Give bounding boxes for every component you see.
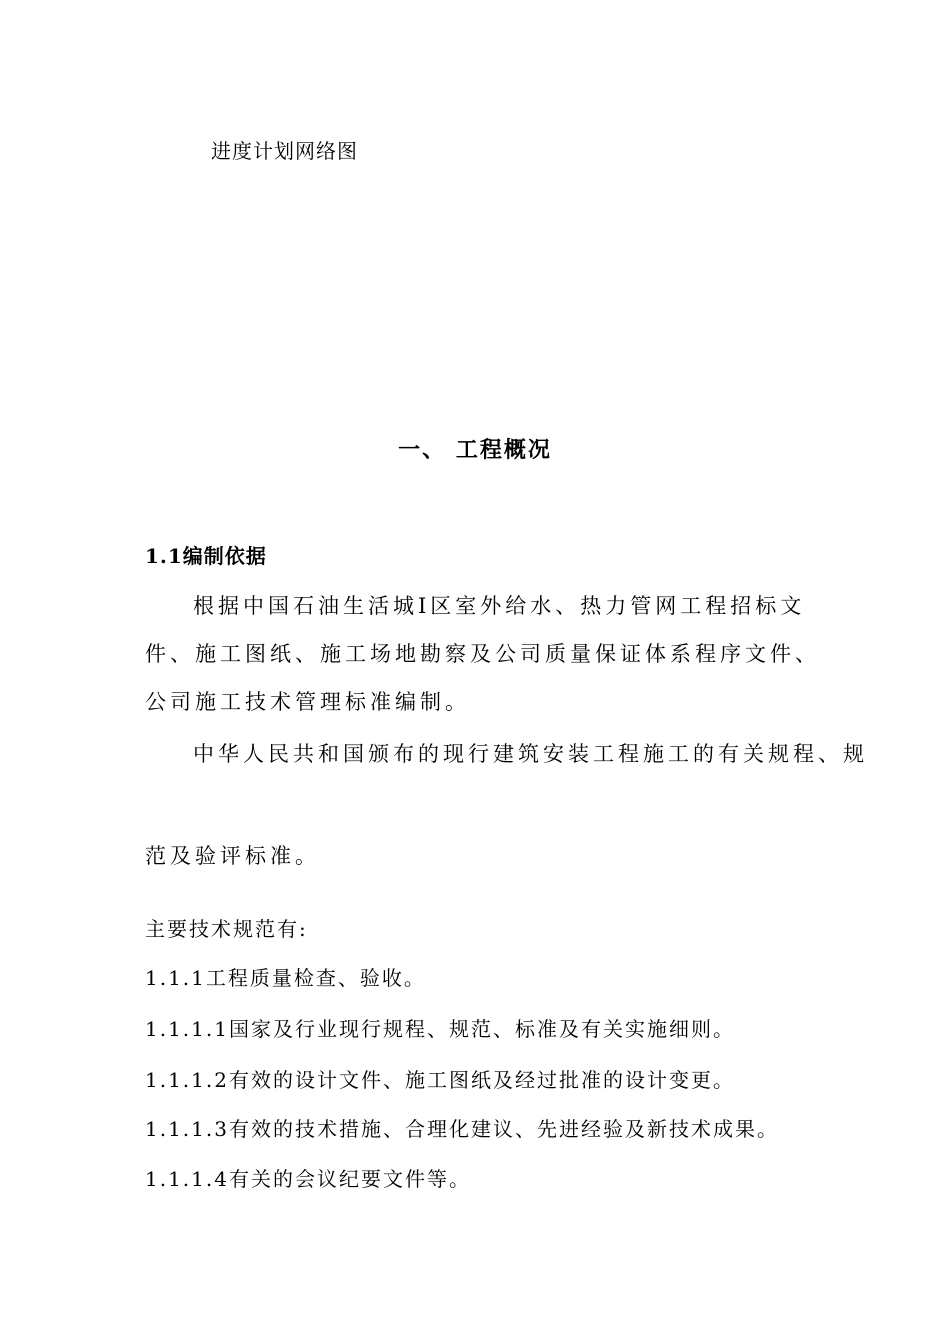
paragraph-line: 件、施工图纸、施工场地勘察及公司质量保证体系程序文件、 xyxy=(145,642,820,666)
section-heading: 1.1编制依据 xyxy=(145,544,267,568)
spec-item: 1.1.1.4有关的会议纪要文件等。 xyxy=(145,1167,471,1191)
spec-item: 1.1.1工程质量检查、验收。 xyxy=(145,966,426,990)
chapter-title: 一、 工程概况 xyxy=(398,437,552,463)
toc-item: 进度计划网络图 xyxy=(211,139,358,163)
paragraph-line: 范及验评标准。 xyxy=(145,844,320,868)
spec-item: 1.1.1.1国家及行业现行规程、规范、标准及有关实施细则。 xyxy=(145,1017,735,1041)
paragraph-line: 中华人民共和国颁布的现行建筑安装工程施工的有关规程、规 xyxy=(193,742,868,766)
spec-intro: 主要技术规范有: xyxy=(145,917,308,941)
spec-item: 1.1.1.3有效的技术措施、合理化建议、先进经验及新技术成果。 xyxy=(145,1117,779,1141)
paragraph-line: 公司施工技术管理标准编制。 xyxy=(145,690,470,714)
paragraph-line: 根据中国石油生活城Ⅰ区室外给水、热力管网工程招标文 xyxy=(193,594,806,618)
spec-item: 1.1.1.2有效的设计文件、施工图纸及经过批准的设计变更。 xyxy=(145,1068,735,1092)
